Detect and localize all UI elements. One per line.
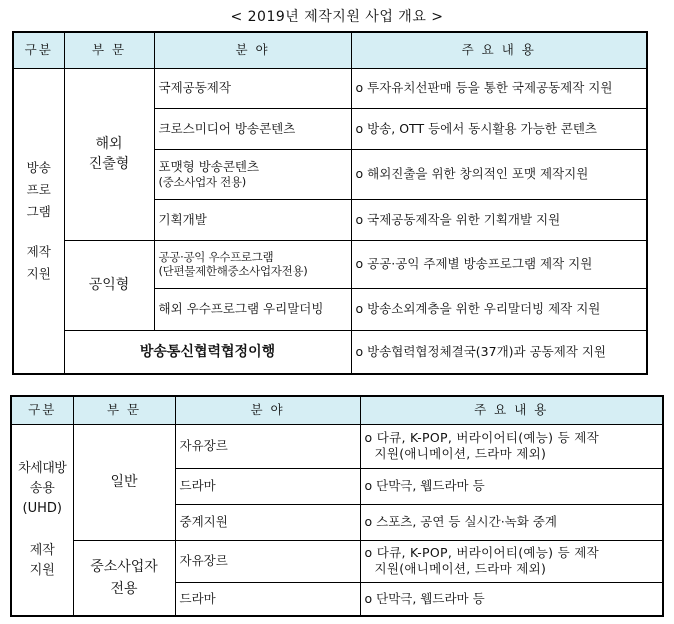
section-line: 전용 bbox=[110, 580, 138, 597]
content-line: o 다큐, K-POP, 버라이어티(예능) 등 제작 bbox=[364, 545, 600, 560]
field-line: 포맷형 방송콘텐츠 bbox=[158, 159, 260, 174]
field-line: (단편물제한해중소사업자전용) bbox=[158, 264, 308, 278]
field-cell: 드라마 bbox=[175, 468, 360, 504]
field-line: 공공·공익 우수프로그램 bbox=[158, 250, 274, 264]
field-cell: 드라마 bbox=[175, 582, 360, 616]
content-cell: o 공공·공익 주제별 방송프로그램 제작 지원 bbox=[351, 240, 647, 288]
category-line: 송용 bbox=[29, 480, 55, 496]
field-cell: 중계지원 bbox=[175, 504, 360, 540]
content-cell: o 방송소외계층을 위한 우리말더빙 제작 지원 bbox=[351, 288, 647, 330]
category-line: 지원 bbox=[29, 562, 55, 578]
field-line: (중소사업자 전용) bbox=[158, 175, 246, 189]
field-cell: 자유장르 bbox=[175, 424, 360, 468]
header-content: 주 요 내 용 bbox=[360, 396, 663, 424]
header-division: 부 문 bbox=[73, 396, 175, 424]
section-general: 일반 bbox=[73, 424, 175, 540]
category-line: (UHD) bbox=[22, 500, 62, 516]
section-overseas: 해외 진출형 bbox=[64, 68, 154, 240]
field-cell: 해외 우수프로그램 우리말더빙 bbox=[154, 288, 351, 330]
content-cell bbox=[360, 540, 663, 582]
category-line: 제작 bbox=[29, 542, 55, 558]
content-line: o 다큐, K-POP, 버라이어티(예능) 등 제작 bbox=[364, 430, 600, 445]
header-field: 분 야 bbox=[154, 32, 351, 68]
content-cell: o 국제공동제작을 위한 기획개발 지원 bbox=[351, 199, 647, 240]
header-category: 구분 bbox=[11, 396, 73, 424]
header-content: 주 요 내 용 bbox=[351, 32, 647, 68]
content-cell: o 투자유치선판매 등을 통한 국제공동제작 지원 bbox=[351, 68, 647, 108]
section-public: 공익형 bbox=[64, 240, 154, 330]
category-line: 그램 bbox=[26, 203, 51, 219]
category-cell bbox=[11, 424, 73, 616]
section-sme bbox=[73, 540, 175, 616]
uhd-support-table bbox=[10, 395, 664, 617]
content-line: 지원(애니메이션, 드라마 제외) bbox=[374, 446, 547, 461]
category-line: 지원 bbox=[26, 265, 51, 281]
category-line: 제작 bbox=[26, 243, 51, 259]
content-cell: o 단막극, 웹드라마 등 bbox=[360, 582, 663, 616]
table-row bbox=[11, 540, 663, 582]
content-cell: o 단막극, 웹드라마 등 bbox=[360, 468, 663, 504]
field-cell: 국제공동제작 bbox=[154, 68, 351, 108]
content-line: 지원(애니메이션, 드라마 제외) bbox=[374, 561, 547, 576]
category-line: 프로 bbox=[26, 181, 51, 197]
header-field: 분 야 bbox=[175, 396, 360, 424]
field-cell: 크로스미디어 방송콘텐츠 bbox=[154, 108, 351, 149]
header-division: 부 문 bbox=[64, 32, 154, 68]
table-header-row bbox=[11, 396, 663, 424]
content-cell: o 방송협력협정체결국(37개)과 공동제작 지원 bbox=[351, 330, 647, 374]
field-cell bbox=[154, 240, 351, 288]
category-line: 방송 bbox=[26, 159, 51, 175]
header-category: 구분 bbox=[13, 32, 64, 68]
content-cell: o 해외진출을 위한 창의적인 포맷 제작지원 bbox=[351, 149, 647, 199]
field-cell: 자유장르 bbox=[175, 540, 360, 582]
page-title: < 2019년 제작지원 사업 개요 > bbox=[230, 9, 444, 25]
field-cell: 기획개발 bbox=[154, 199, 351, 240]
table-row bbox=[11, 424, 663, 468]
category-cell bbox=[13, 68, 64, 374]
table-row bbox=[13, 330, 647, 374]
content-cell bbox=[360, 424, 663, 468]
production-support-table bbox=[12, 31, 648, 375]
table-row bbox=[13, 240, 647, 288]
section-comm-agreement: 방송통신협력협정이행 bbox=[64, 330, 351, 374]
section-line: 중소사업자 bbox=[90, 558, 158, 575]
field-cell bbox=[154, 149, 351, 199]
content-cell: o 방송, OTT 등에서 동시활용 가능한 콘텐츠 bbox=[351, 108, 647, 149]
category-line: 차세대방 bbox=[18, 460, 67, 476]
table-header-row bbox=[13, 32, 647, 68]
table-row bbox=[13, 68, 647, 108]
content-cell: o 스포츠, 공연 등 실시간·녹화 중계 bbox=[360, 504, 663, 540]
